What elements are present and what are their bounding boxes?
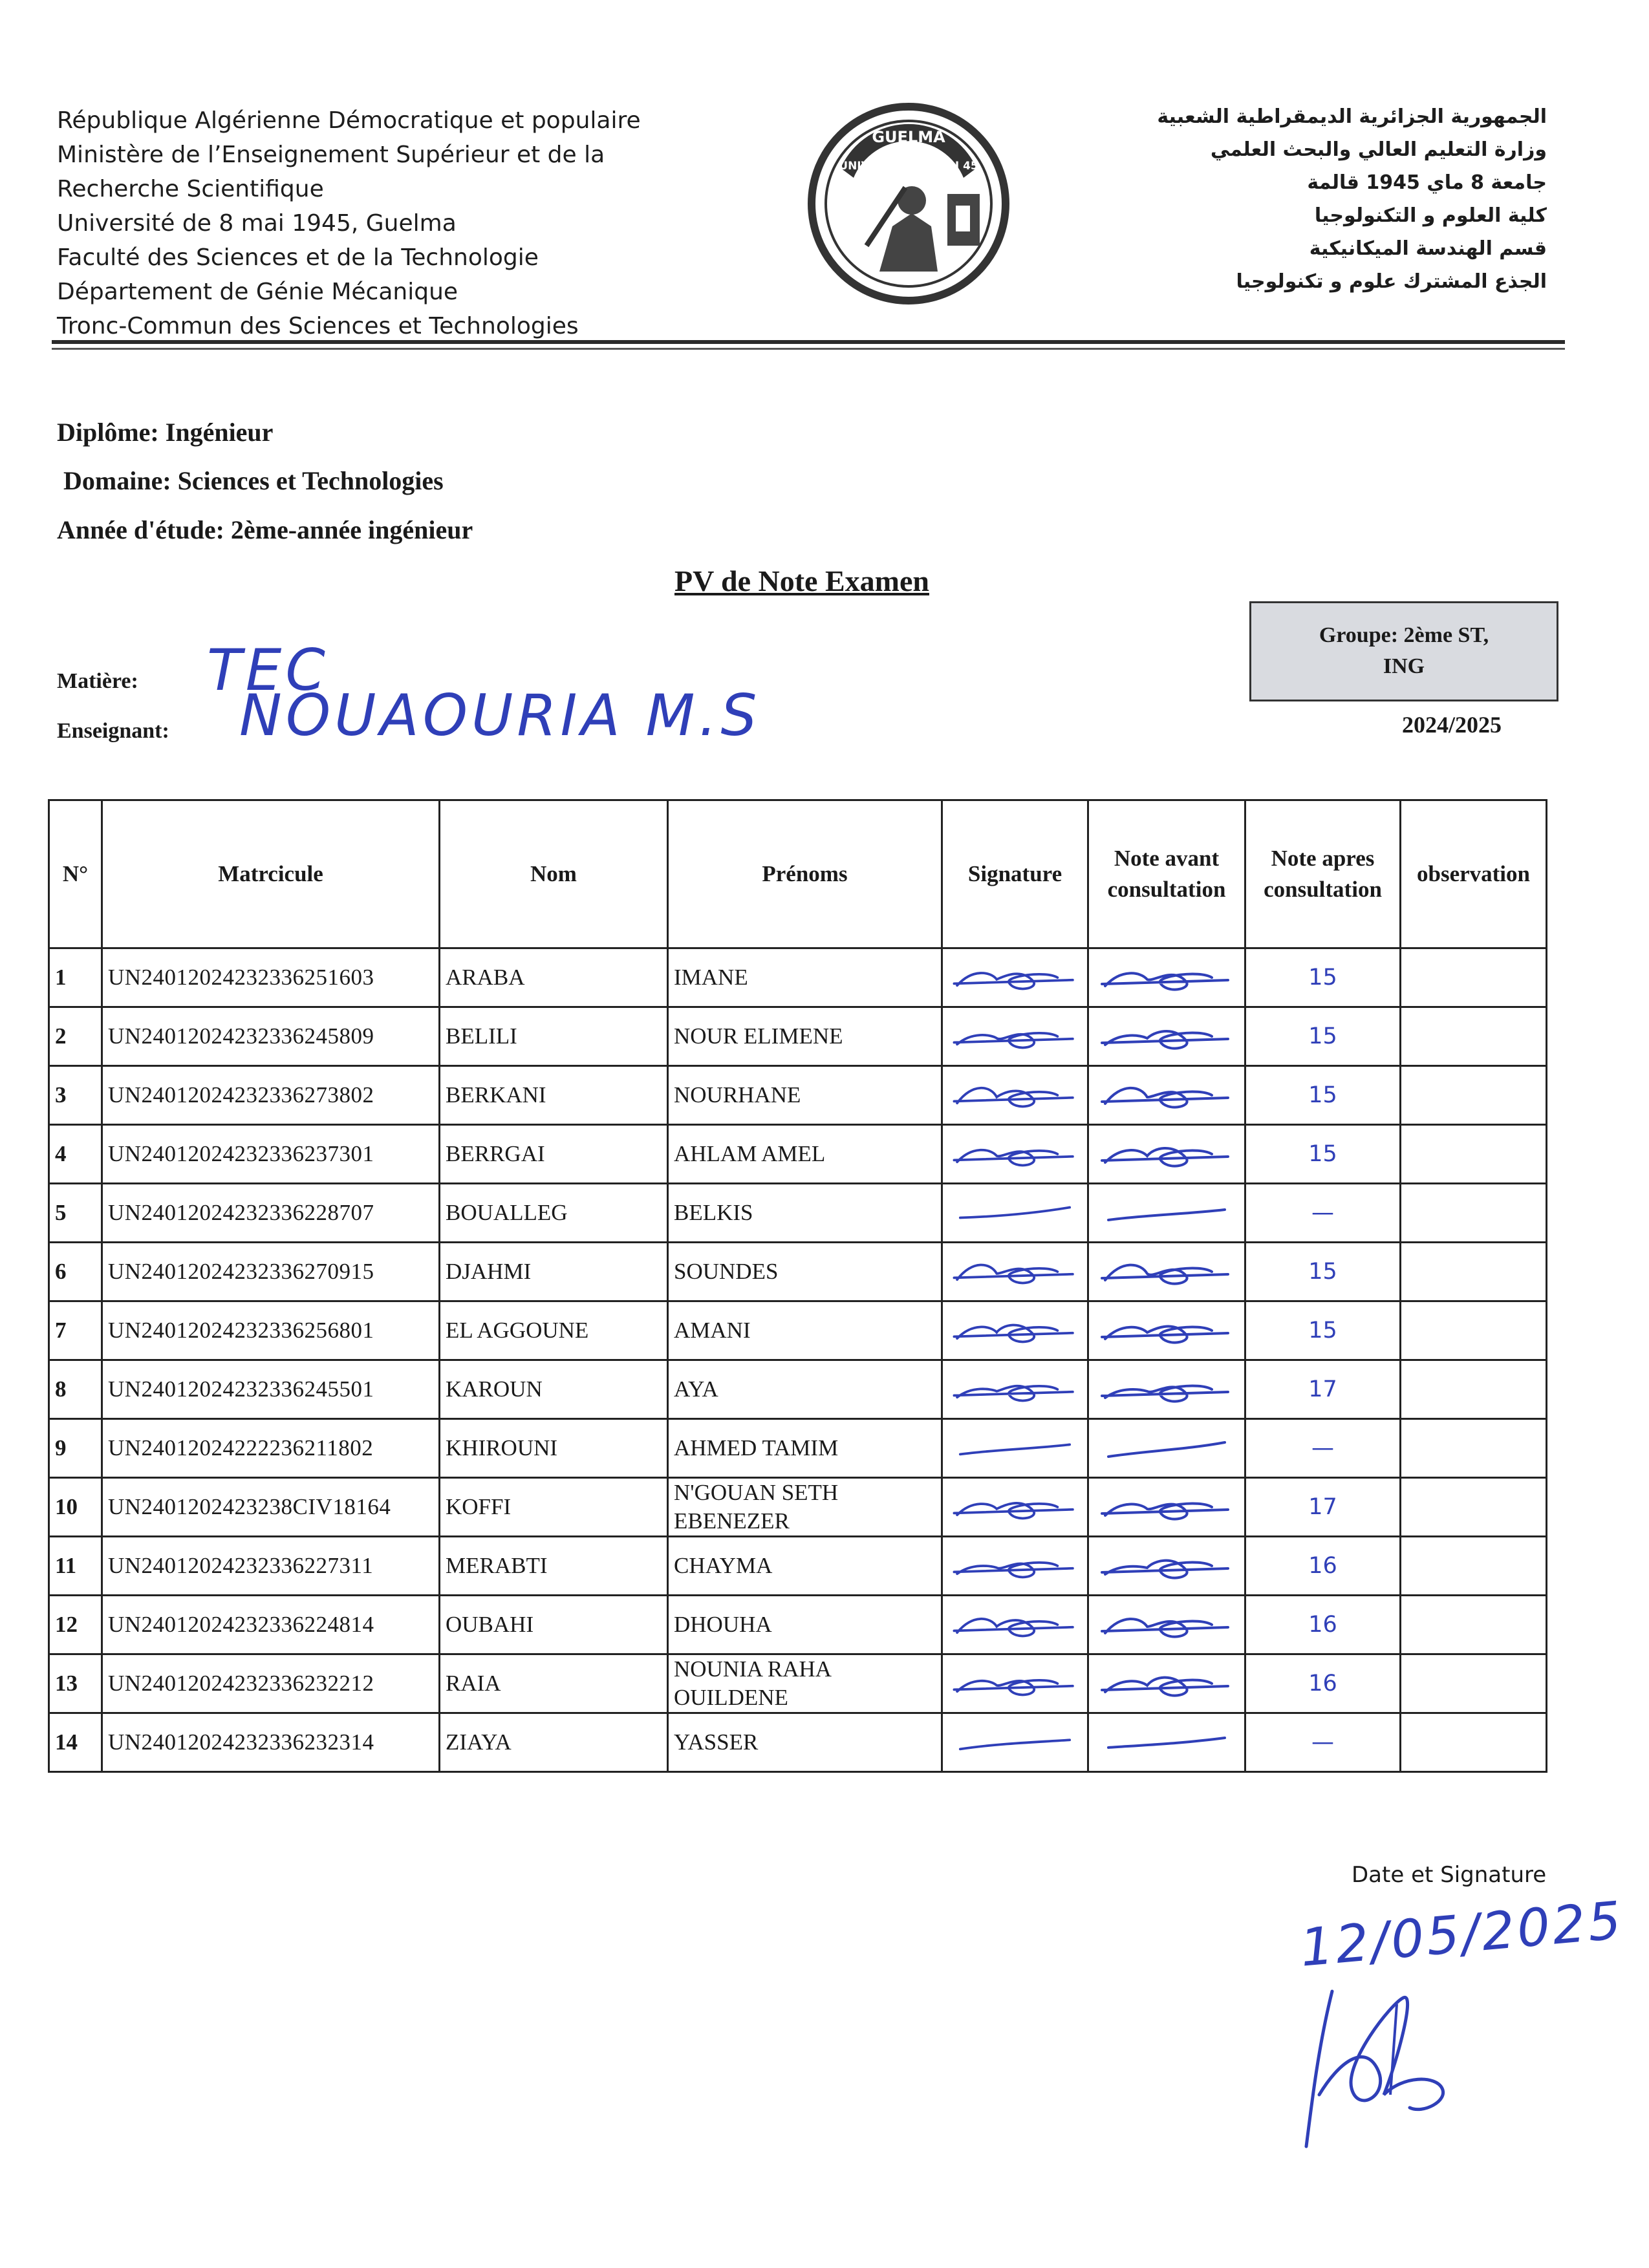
enseignant-label: Enseignant: <box>57 719 169 743</box>
table-row <box>49 1596 1547 1654</box>
row-matricule: UN24012024232336224814 <box>102 1596 440 1654</box>
row-note-avant <box>1088 1360 1245 1419</box>
row-num: 5 <box>49 1184 102 1243</box>
date-signature-label: Date et Signature <box>1352 1862 1547 1888</box>
row-nom: BOUALLEG <box>440 1184 668 1243</box>
row-signature <box>942 1654 1088 1713</box>
row-note-apres: 15 <box>1245 1066 1401 1125</box>
row-signature <box>942 1066 1088 1125</box>
row-prenoms: AHLAM AMEL <box>668 1125 942 1184</box>
row-signature <box>942 1596 1088 1654</box>
academic-year: 2024/2025 <box>1402 712 1502 738</box>
row-matricule: UN24012024232336245809 <box>102 1007 440 1066</box>
row-observation <box>1401 1301 1547 1360</box>
header-rule <box>52 340 1565 344</box>
row-num: 1 <box>49 948 102 1007</box>
signature-scribble <box>948 1127 1082 1181</box>
row-note-apres: — <box>1245 1184 1401 1243</box>
row-signature <box>942 1537 1088 1596</box>
university-logo <box>802 97 1015 310</box>
signature-scribble <box>1094 1362 1239 1417</box>
row-note-avant <box>1088 1125 1245 1184</box>
signature-scribble <box>948 1245 1082 1299</box>
row-signature <box>942 948 1088 1007</box>
signature-scribble <box>1094 1656 1239 1711</box>
row-observation <box>1401 1125 1547 1184</box>
row-note-apres: 15 <box>1245 1125 1401 1184</box>
row-matricule: UN24012024232336251603 <box>102 948 440 1007</box>
table-row <box>49 1713 1547 1772</box>
matiere-value: TEC <box>207 637 329 703</box>
header-left-line: Département de Génie Mécanique <box>57 279 458 305</box>
signature-scribble <box>1094 950 1239 1005</box>
signature-scribble <box>948 1362 1082 1417</box>
signature-scribble <box>948 950 1082 1005</box>
row-nom: KOFFI <box>440 1478 668 1537</box>
row-nom: MERABTI <box>440 1537 668 1596</box>
row-nom: OUBAHI <box>440 1596 668 1654</box>
row-prenoms: NOUNIA RAHA OUILDENE <box>668 1654 942 1713</box>
table-row <box>49 1654 1547 1713</box>
row-note-avant <box>1088 1301 1245 1360</box>
row-matricule: UN24012024222236211802 <box>102 1419 440 1478</box>
table-row <box>49 1184 1547 1243</box>
row-prenoms: CHAYMA <box>668 1537 942 1596</box>
handwritten-signature <box>1293 1965 1474 2159</box>
row-signature <box>942 1478 1088 1537</box>
row-note-avant <box>1088 1184 1245 1243</box>
row-num: 11 <box>49 1537 102 1596</box>
row-matricule: UN24012024232336228707 <box>102 1184 440 1243</box>
row-matricule: UN24012024232336232314 <box>102 1713 440 1772</box>
header-left-line: Tronc-Commun des Sciences et Technologies <box>57 313 579 339</box>
row-prenoms: AMANI <box>668 1301 942 1360</box>
signature-scribble <box>1094 1421 1239 1475</box>
signature-scribble <box>948 1186 1082 1240</box>
row-prenoms: YASSER <box>668 1713 942 1772</box>
row-nom: BERKANI <box>440 1066 668 1125</box>
signature-scribble <box>1094 1539 1239 1593</box>
row-signature <box>942 1713 1088 1772</box>
signature-scribble <box>1094 1009 1239 1064</box>
row-signature <box>942 1007 1088 1066</box>
row-matricule: UN24012024232336256801 <box>102 1301 440 1360</box>
logo-text-top: GUELMA <box>872 128 945 146</box>
signature-scribble <box>1094 1068 1239 1122</box>
row-prenoms: DHOUHA <box>668 1596 942 1654</box>
row-nom: ZIAYA <box>440 1713 668 1772</box>
row-num: 13 <box>49 1654 102 1713</box>
row-note-avant <box>1088 1419 1245 1478</box>
logo-text-band: UNIVERSITE 08 MAI 45 <box>839 160 978 173</box>
signature-scribble <box>948 1480 1082 1534</box>
row-note-apres: — <box>1245 1419 1401 1478</box>
row-note-apres: 16 <box>1245 1654 1401 1713</box>
diplome-line: Diplôme: Ingénieur <box>57 418 274 447</box>
signature-scribble <box>948 1598 1082 1652</box>
table-row <box>49 948 1547 1007</box>
row-note-apres: 16 <box>1245 1537 1401 1596</box>
signature-scribble <box>948 1656 1082 1711</box>
signature-scribble <box>948 1715 1082 1770</box>
date-value: 12/05/2025 <box>1297 1890 1626 1978</box>
table-row <box>49 1243 1547 1301</box>
row-nom: RAIA <box>440 1654 668 1713</box>
row-observation <box>1401 948 1547 1007</box>
col-nom: Nom <box>440 800 668 948</box>
signature-scribble <box>1094 1303 1239 1358</box>
row-prenoms: NOURHANE <box>668 1066 942 1125</box>
row-prenoms: SOUNDES <box>668 1243 942 1301</box>
header-left-line: Université de 8 mai 1945, Guelma <box>57 210 457 237</box>
row-note-avant <box>1088 1596 1245 1654</box>
row-note-avant <box>1088 1713 1245 1772</box>
signature-scribble <box>1094 1598 1239 1652</box>
row-num: 2 <box>49 1007 102 1066</box>
header-right-line: الجمهورية الجزائرية الديمقراطية الشعبية <box>1157 105 1547 128</box>
row-prenoms: IMANE <box>668 948 942 1007</box>
row-observation <box>1401 1596 1547 1654</box>
row-note-apres: 15 <box>1245 948 1401 1007</box>
col-note-avant: Note avant consultation <box>1088 800 1245 948</box>
row-num: 3 <box>49 1066 102 1125</box>
row-note-avant <box>1088 1537 1245 1596</box>
row-observation <box>1401 1654 1547 1713</box>
table-row <box>49 1066 1547 1125</box>
table-row <box>49 1537 1547 1596</box>
row-note-apres: 17 <box>1245 1478 1401 1537</box>
table-row <box>49 1360 1547 1419</box>
signature-scribble <box>1094 1186 1239 1240</box>
row-num: 4 <box>49 1125 102 1184</box>
row-observation <box>1401 1478 1547 1537</box>
row-nom: KHIROUNI <box>440 1419 668 1478</box>
row-matricule: UN24012024232336245501 <box>102 1360 440 1419</box>
table-header-row <box>49 800 1547 948</box>
signature-scribble <box>948 1421 1082 1475</box>
page-title: PV de Note Examen <box>674 564 929 597</box>
row-observation <box>1401 1713 1547 1772</box>
row-prenoms: N'GOUAN SETH EBENEZER <box>668 1478 942 1537</box>
row-matricule: UN2401202423238CIV18164 <box>102 1478 440 1537</box>
header-left-line: République Algérienne Démocratique et populaire <box>57 107 641 134</box>
row-matricule: UN24012024232336227311 <box>102 1537 440 1596</box>
signature-scribble <box>948 1303 1082 1358</box>
row-signature <box>942 1419 1088 1478</box>
row-note-apres: 15 <box>1245 1007 1401 1066</box>
matiere-label: Matière: <box>57 669 138 693</box>
signature-scribble <box>1094 1127 1239 1181</box>
row-prenoms: NOUR ELIMENE <box>668 1007 942 1066</box>
row-note-apres: 15 <box>1245 1301 1401 1360</box>
row-note-apres: 17 <box>1245 1360 1401 1419</box>
row-note-apres: 16 <box>1245 1596 1401 1654</box>
row-observation <box>1401 1537 1547 1596</box>
row-matricule: UN24012024232336273802 <box>102 1066 440 1125</box>
row-num: 10 <box>49 1478 102 1537</box>
header-right-line: وزارة التعليم العالي والبحث العلمي <box>1210 138 1547 161</box>
groupe-box <box>1249 601 1558 701</box>
annee-line: Année d'étude: 2ème-année ingénieur <box>57 515 473 544</box>
signature-scribble <box>1094 1480 1239 1534</box>
row-prenoms: AHMED TAMIM <box>668 1419 942 1478</box>
domaine-line: Domaine: Sciences et Technologies <box>63 466 444 495</box>
header-left-line: Ministère de l’Enseignement Supérieur et de la <box>57 142 605 168</box>
header-right-line: الجذع المشترك علوم و تكنولوجيا <box>1236 270 1547 293</box>
header-right <box>1146 100 1547 298</box>
table-row <box>49 1478 1547 1537</box>
row-nom: BERRGAI <box>440 1125 668 1184</box>
col-prenoms: Prénoms <box>668 800 942 948</box>
header-rule-thin <box>52 348 1565 350</box>
row-observation <box>1401 1184 1547 1243</box>
row-num: 7 <box>49 1301 102 1360</box>
row-nom: EL AGGOUNE <box>440 1301 668 1360</box>
table-row <box>49 1125 1547 1184</box>
row-note-avant <box>1088 1066 1245 1125</box>
signature-scribble <box>1094 1715 1239 1770</box>
header-right-line: كلية العلوم و التكنولوجيا <box>1314 204 1547 227</box>
row-note-avant <box>1088 1007 1245 1066</box>
row-matricule: UN24012024232336232212 <box>102 1654 440 1713</box>
groupe-line: Groupe: 2ème ST, <box>1319 623 1489 647</box>
row-signature <box>942 1360 1088 1419</box>
row-num: 6 <box>49 1243 102 1301</box>
col-observation: observation <box>1401 800 1547 948</box>
row-note-apres: — <box>1245 1713 1401 1772</box>
row-note-avant <box>1088 1243 1245 1301</box>
header-right-line: جامعة 8 ماي 1945 قالمة <box>1307 171 1547 194</box>
row-prenoms: AYA <box>668 1360 942 1419</box>
table-row <box>49 1007 1547 1066</box>
row-matricule: UN24012024232336237301 <box>102 1125 440 1184</box>
row-observation <box>1401 1360 1547 1419</box>
row-observation <box>1401 1066 1547 1125</box>
row-nom: DJAHMI <box>440 1243 668 1301</box>
grades-table <box>48 799 1547 1773</box>
signature-scribble <box>1094 1245 1239 1299</box>
row-num: 9 <box>49 1419 102 1478</box>
row-signature <box>942 1243 1088 1301</box>
row-note-apres: 15 <box>1245 1243 1401 1301</box>
signature-scribble <box>948 1068 1082 1122</box>
header-left <box>57 103 641 343</box>
row-observation <box>1401 1007 1547 1066</box>
row-prenoms: BELKIS <box>668 1184 942 1243</box>
signature-scribble <box>948 1539 1082 1593</box>
col-matricule: Matrcicule <box>102 800 440 948</box>
header-right-line: قسم الهندسة الميكانيكية <box>1309 237 1547 260</box>
enseignant-value: NOUAOURIA M.S <box>239 682 761 749</box>
col-note-apres: Note apres consultation <box>1245 800 1401 948</box>
row-num: 14 <box>49 1713 102 1772</box>
table-row <box>49 1419 1547 1478</box>
row-num: 12 <box>49 1596 102 1654</box>
row-observation <box>1401 1419 1547 1478</box>
row-signature <box>942 1125 1088 1184</box>
row-note-avant <box>1088 948 1245 1007</box>
col-signature: Signature <box>942 800 1088 948</box>
row-matricule: UN24012024232336270915 <box>102 1243 440 1301</box>
header-left-line: Recherche Scientifique <box>57 176 324 202</box>
row-nom: ARABA <box>440 948 668 1007</box>
signature-scribble <box>948 1009 1082 1064</box>
table-row <box>49 1301 1547 1360</box>
header-left-line: Faculté des Sciences et de la Technologie <box>57 244 539 271</box>
row-signature <box>942 1301 1088 1360</box>
groupe-line: ING <box>1383 654 1425 678</box>
row-nom: BELILI <box>440 1007 668 1066</box>
row-signature <box>942 1184 1088 1243</box>
row-nom: KAROUN <box>440 1360 668 1419</box>
row-note-avant <box>1088 1654 1245 1713</box>
row-note-avant <box>1088 1478 1245 1537</box>
row-num: 8 <box>49 1360 102 1419</box>
row-observation <box>1401 1243 1547 1301</box>
col-num: N° <box>49 800 102 948</box>
